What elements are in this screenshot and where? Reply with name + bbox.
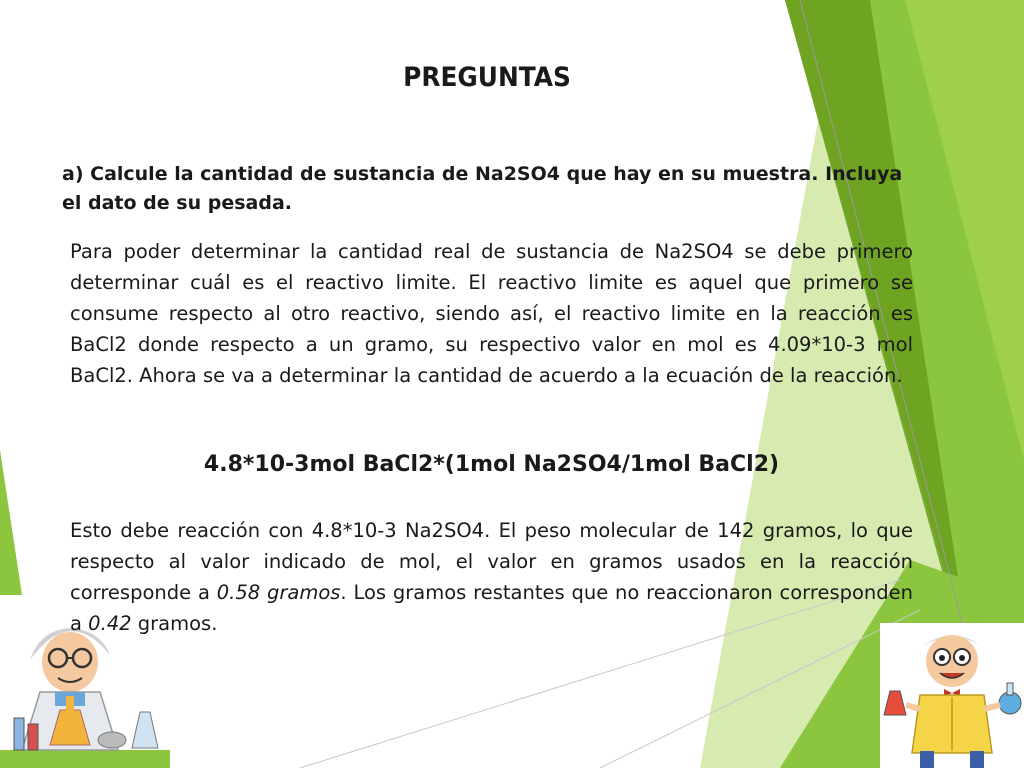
question-text: a) Calcule la cantidad de sustancia de Na2SO4 que hay en su muestra. Incluya el dato de su pesada. [62, 163, 903, 214]
result-text: gramos. [131, 612, 218, 635]
slide-title: PREGUNTAS [403, 62, 571, 93]
green-shape-left-edge [0, 450, 22, 595]
grams-reacted-value: 0.58 gramos [216, 581, 341, 604]
explanation-paragraph: Para poder determinar la cantidad real de sustancia de Na2SO4 se debe primero determinar cuál es el reactivo limite. El reactivo limite es aquel que primero se consume respecto al otro reactivo, siendo así, el reactivo limite en la reacción es BaCl2 donde respecto a un gramo, su respectivo valor en mol es 4.09*10-3 mol BaCl2. Ahora se va a determinar la cantidad de acuerdo a la ecuación de la reacción. [70, 240, 913, 387]
happy-scientist-with-flasks-image [880, 623, 1024, 768]
equation: 4.8*10-3mol BaCl2*(1mol Na2SO4/1mol BaCl2) [203, 452, 780, 477]
grams-remaining-value: 0.42 [88, 612, 132, 635]
result-text: Esto debe reacción con 4.8*10-3 Na2SO4. El peso molecular de 142 gramos, lo que respecto al valor indicado de mol, el valor en gramos usados en la reacción corresponde a [70, 519, 913, 604]
result-paragraph [70, 515, 913, 639]
result-text: . Los gramos restantes que no reaccionaron corresponden a [70, 581, 913, 635]
